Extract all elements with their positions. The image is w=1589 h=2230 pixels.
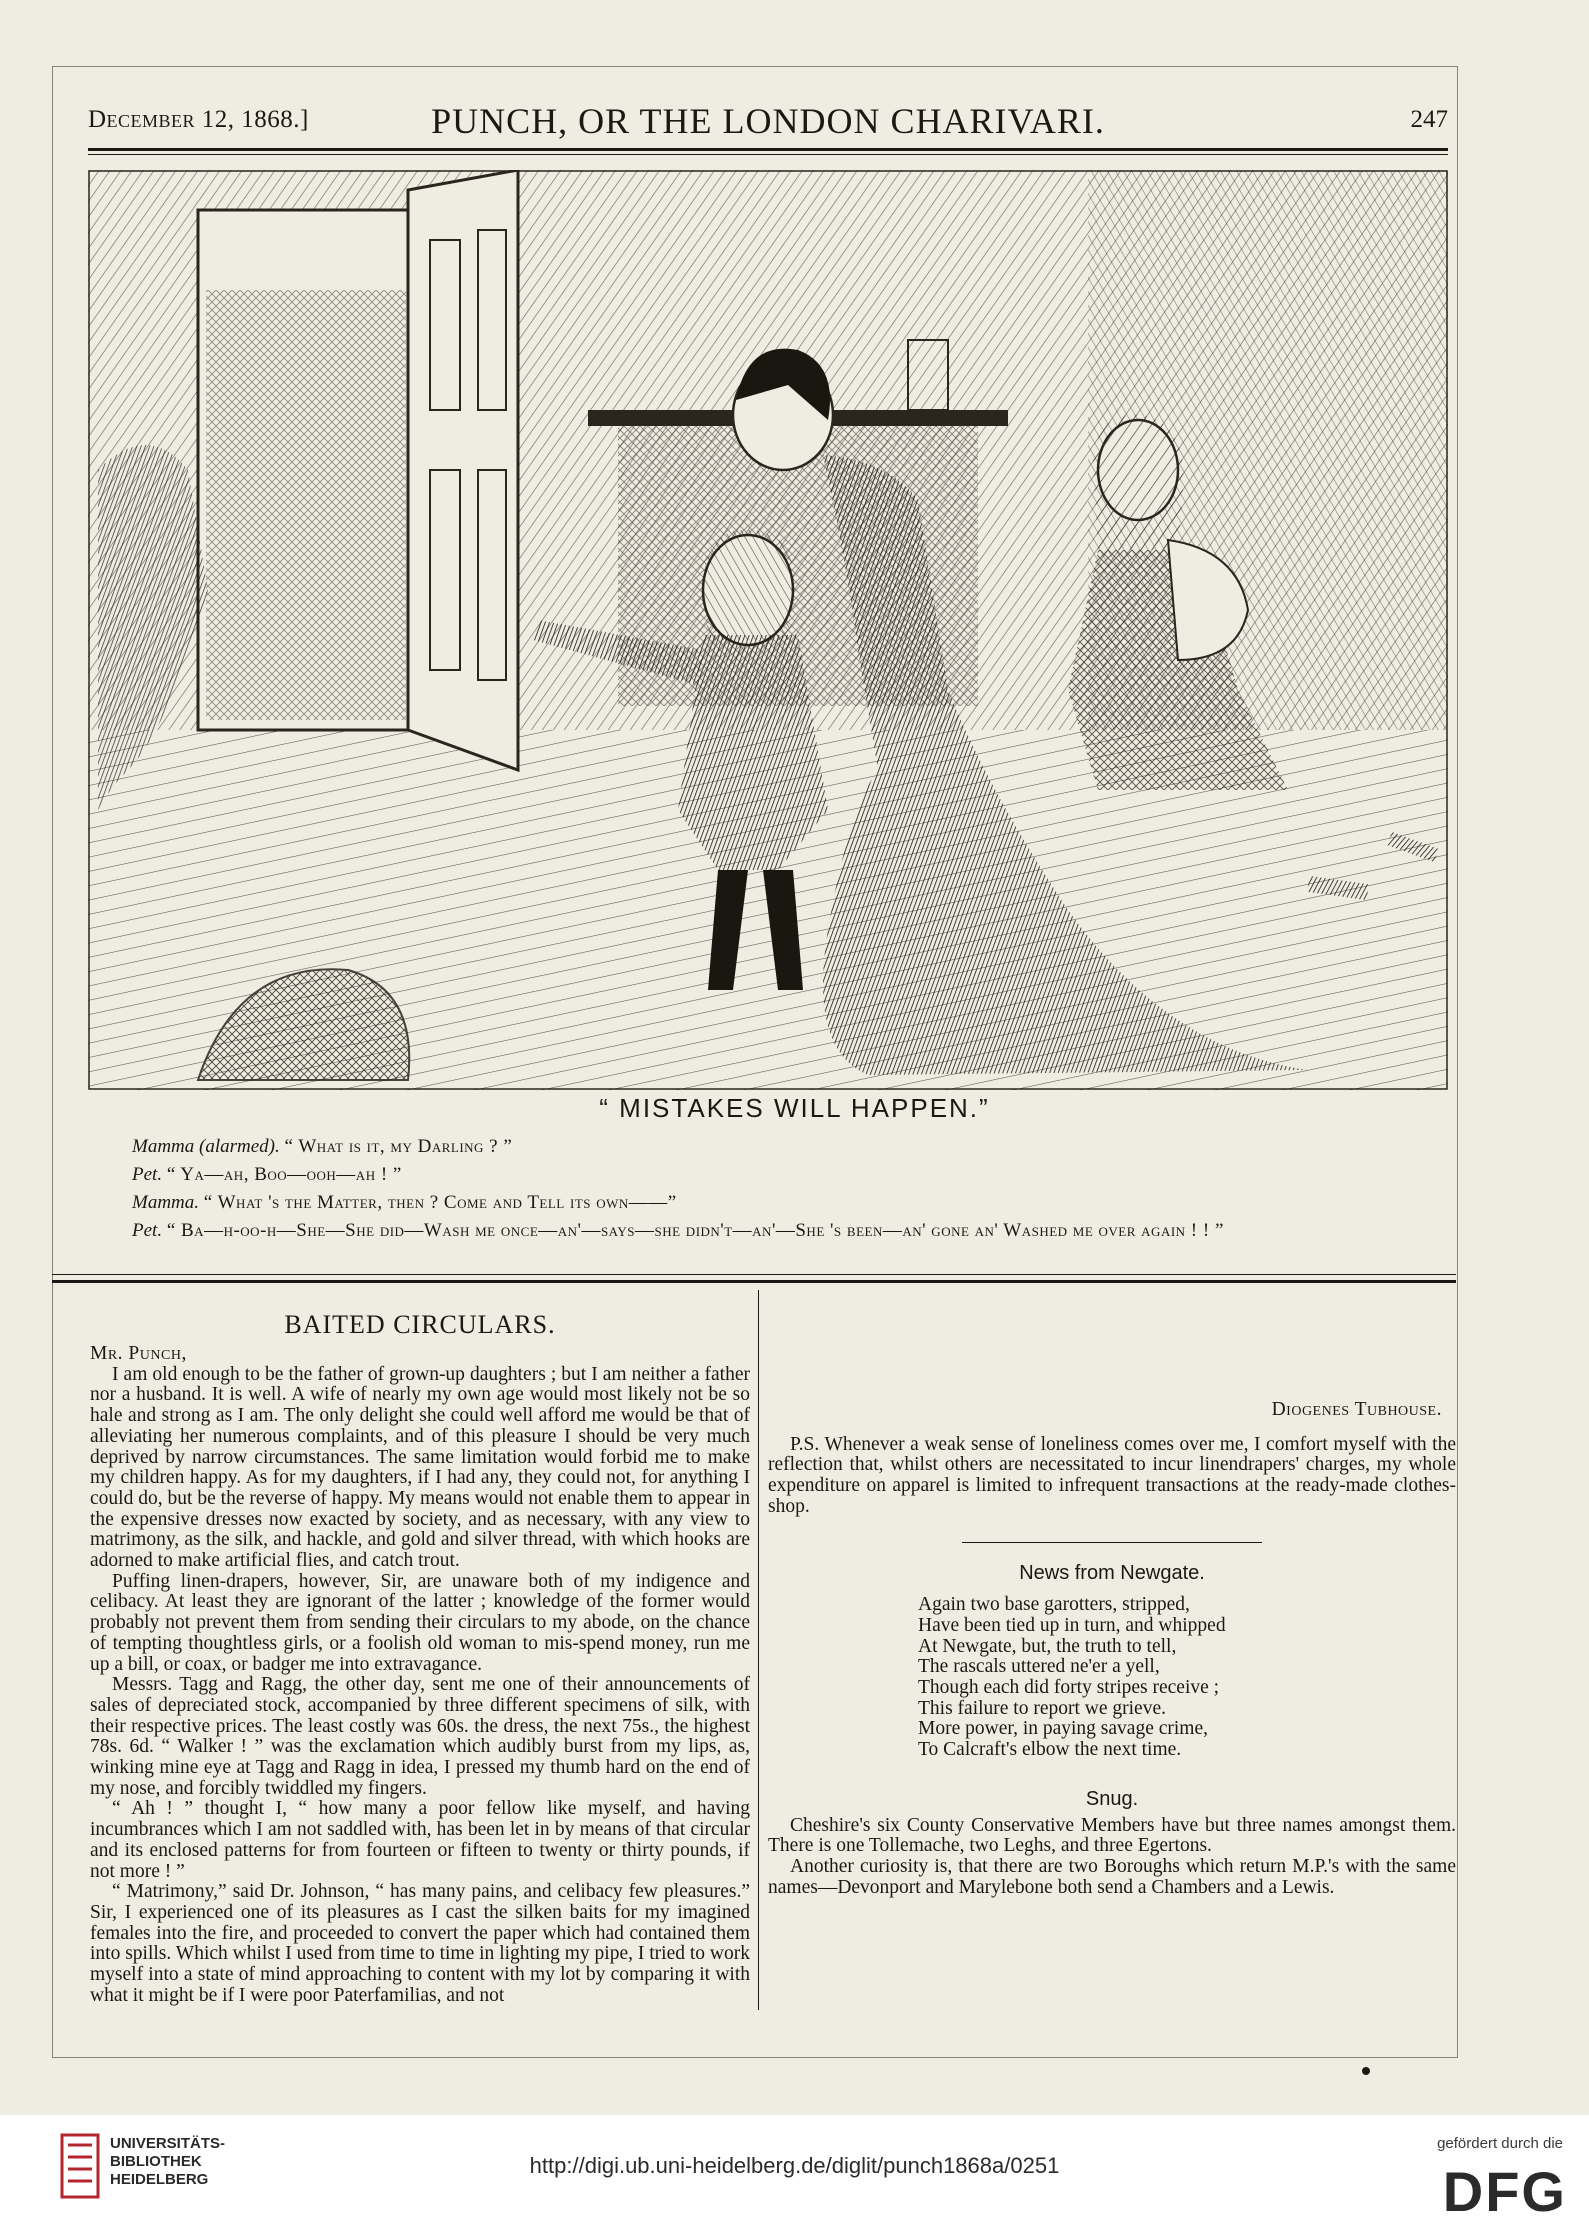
library-name: UNIVERSITÄTS- BIBLIOTHEK HEIDELBERG — [110, 2135, 226, 2188]
speaker: Pet. — [132, 1220, 163, 1241]
page-speck — [1362, 2067, 1370, 2075]
dialog-text: “ Ba—h-oo-h—She—She did—Wash me once—an'—says—she didn't—an'—She 's been—an' gone an' Washed me over again ! ! ” — [166, 1220, 1224, 1241]
page-number: 247 — [1410, 106, 1448, 133]
speaker: Pet. — [132, 1164, 163, 1185]
cartoon-illustration — [88, 170, 1448, 1090]
publication-title: PUNCH, OR THE LONDON CHARIVARI. — [431, 101, 1105, 141]
column-divider — [758, 1290, 759, 2010]
signature: Diogenes Tubhouse. — [1271, 1399, 1442, 1420]
article-title-snug: Snug. — [1085, 1787, 1139, 1810]
section-rule-bottom — [52, 1280, 1456, 1283]
header-rule-top — [88, 148, 1448, 151]
issue-date: December 12, 1868.] — [88, 106, 309, 133]
paragraph-continued: “ Matrimony,” said Dr. Johnson, “ has many pains, and celibacy few pleasures.” Sir, I experienced one of its pleasures as I cast the silken baits for my imagined females into the fire, and proceeded to convert the paper which had contained them into spills. Which whilst I used from time to time in lighting my pipe, I tried to work myself into a state of mind approaching to content with my lot by comparing it with what it might be if I were poor Paterfamilias, and not — [90, 1881, 750, 2006]
cartoon-dialog — [92, 1133, 1442, 1245]
digitization-footer — [0, 2115, 1589, 2230]
dialog-text: “ Ya—ah, Boo—ooh—ah ! ” — [166, 1164, 402, 1185]
poem-line: The rascals uttered ne'er a yell, — [918, 1656, 1160, 1678]
article-title-baited-circulars: BAITED CIRCULARS. — [284, 1310, 556, 1339]
running-header — [88, 100, 1448, 148]
dialog-text: “ What 's the Matter, then ? Come and Tell its own——” — [203, 1192, 677, 1213]
dialog-line — [92, 1133, 1442, 1161]
dialog-line — [92, 1161, 1442, 1189]
poem-line: Have been tied up in turn, and whipped — [918, 1614, 1226, 1636]
poem — [768, 1595, 1456, 1761]
paragraph: I am old enough to be the father of grown-up daughters ; but I am neither a father nor a husband. It is well. A wife of nearly my own age would most likely not be so hale and strong as I am. The only delight she could well afford me would be that of alleviating her numerous complaints, and of this pleasure I should be very much deprived by narrow circumstances. The same limitation would forbid me to make my children happy. As for my daughters, if I had any, they could not, for anything I could do, but be the reverse of happy. My means would not enable them to appear in the expensive dresses now exacted by society, and as necessary, with any view to matrimony, as the silk, and hackle, and gold and silver thread, with which hooks are adorned to make artificial flies, and catch trout. — [90, 1363, 750, 1572]
section-rule-top — [52, 1274, 1456, 1275]
dialog-line — [92, 1217, 1442, 1245]
dialog-text: “ What is it, my Darling ? ” — [284, 1136, 513, 1157]
paragraph: Puffing linen-drapers, however, Sir, are unaware both of my indigence and celibacy. At least they are ignorant of the latter ; knowledge of the former would probably not prevent them from sending their circulars to my abode, on the chance of tempting thoughtless girls, or a foolish old woman to mis-spend money, run me up a bill, or coax, or badger me into extravagance. — [90, 1570, 750, 1675]
cartoon-title: “ MISTAKES WILL HAPPEN.” — [599, 1093, 990, 1123]
postscript: P.S. Whenever a weak sense of loneliness comes over me, I comfort myself with the reflection that, whilst others are necessitated to incur linendrapers' charges, my whole expenditure on apparel is limited to infrequent transactions at the ready-made clothes-shop. — [768, 1433, 1456, 1517]
bedroom-view — [206, 290, 406, 720]
dialog-line — [92, 1189, 1442, 1217]
poem-line: To Calcraft's elbow the next time. — [918, 1739, 1182, 1761]
paragraph: Messrs. Tagg and Ragg, the other day, sent me one of their announcements of sales of depreciated stock, accompanied by three different specimens of silk, with their respective prices. The least costly was 60s. the dress, the next 75s., the highest 78s. 6d. “ Walker ! ” was the exclamation which audibly burst from my lips, as, winking mine eye at Tagg and Ragg in idea, I pressed my thumb hard on the end of my nose, and forcibly twiddled my fingers. — [90, 1674, 750, 1799]
header-rule-bottom — [88, 154, 1448, 155]
speaker: Mamma (alarmed). — [132, 1136, 280, 1157]
paragraph: “ Ah ! ” thought I, “ how many a poor fellow like myself, and having incumbrances which I am not saddled with, has been let in by means of that circular and its enclosed patterns for from fourteen or fifteen to twenty or thirty pounds, if not more ! ” — [90, 1798, 750, 1882]
poem-line: This failure to report we grieve. — [918, 1697, 1166, 1719]
salutation: Mr. Punch, — [90, 1343, 187, 1364]
speaker: Mamma. — [132, 1192, 200, 1213]
sister-hair — [1093, 415, 1184, 550]
poem-line: More power, in paying savage crime, — [918, 1718, 1208, 1740]
poem-line: Though each did forty stripes receive ; — [918, 1677, 1220, 1699]
poem-line: Again two base garotters, stripped, — [918, 1594, 1190, 1616]
left-column — [90, 1310, 750, 2007]
funding-note: gefördert durch die — [1437, 2135, 1563, 2152]
dfg-logo: DFG — [1442, 2160, 1567, 2223]
child-hair — [703, 530, 794, 640]
poem-line: At Newgate, but, the truth to tell, — [918, 1635, 1177, 1657]
paragraph: Cheshire's six County Conservative Members have but three names amongst them. There is one Tollemache, two Leghs, and three Egertons. — [768, 1814, 1456, 1857]
paragraph: Another curiosity is, that there are two Boroughs which return M.P.'s with the same names—Devonport and Marylebone both send a Chambers and a Lewis. — [768, 1855, 1456, 1898]
article-title-news-from-newgate: News from Newgate. — [1019, 1561, 1205, 1584]
source-url-link[interactable]: http://digi.ub.uni-heidelberg.de/diglit/punch1868a/0251 — [529, 2153, 1060, 2178]
right-column — [768, 1400, 1456, 1898]
article-separator — [962, 1542, 1262, 1543]
